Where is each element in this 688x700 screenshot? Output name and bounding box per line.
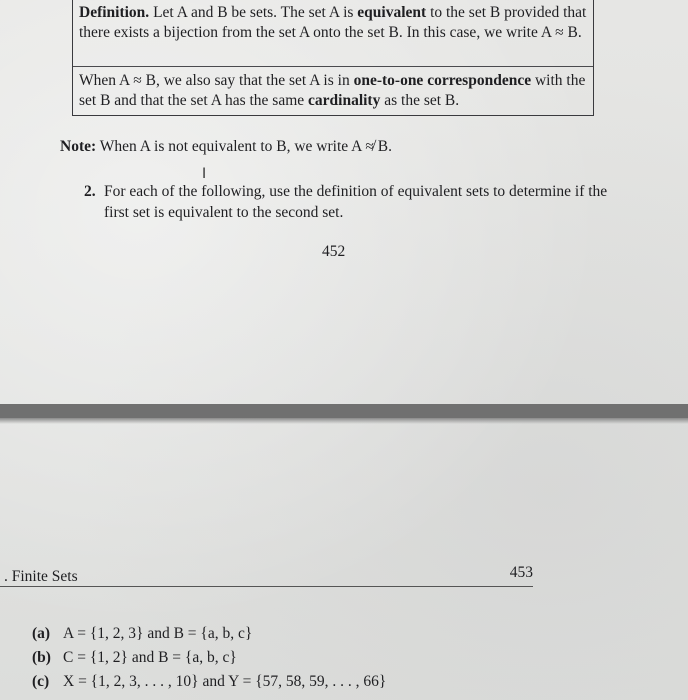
correspondence-paragraph [79,71,587,111]
note-label: Note: [60,138,97,155]
item-text: C = {1, 2} and B = {a, b, c} [63,649,237,666]
problem-text: For each of the following, use the definition of equivalent sets to determine if the first set is equivalent to the second set. [104,183,608,221]
definition-divider [73,66,593,67]
definition-box [72,0,594,116]
definition-text-3: When A ≈ B, we also say that the set A is in [79,72,350,89]
page-number-453: 453 [509,564,533,581]
term-equivalent: equivalent [357,4,427,21]
item-text: A = {1, 2, 3} and B = {a, b, c} [63,625,253,642]
term-cardinality: cardinality [308,92,381,109]
definition-text-5: as the set B. [384,92,460,109]
definition-text-4: with the set B and that the set A has the same [79,72,586,109]
term-one-to-one-correspondence: one-to-one correspondence [353,72,532,89]
problem-items [32,622,386,694]
definition-text-1: Let A and B be sets. The set A is [153,4,354,21]
page-number-452: 452 [322,243,346,260]
chapter-title: . Finite Sets [4,568,78,585]
item-label: (b) [32,649,51,666]
definition-text-2: to the set B provided that there exists a bijection from the set A onto the set B. In this case, we write A ≈ B. [79,4,587,41]
item-text: X = {1, 2, 3, . . . , 10} and Y = {57, 58, 59, . . . , 66} [63,673,387,690]
page-break-edge [0,404,688,418]
list-item [32,646,386,670]
running-head [0,564,533,587]
text-cursor-icon: Ι [202,166,207,182]
note [60,138,392,156]
definition-label: Definition. [79,4,150,21]
list-item [32,622,386,646]
problem-2 [84,181,624,223]
page-break-shadow [0,418,688,424]
list-item [32,670,386,694]
problem-number: 2. [84,183,96,200]
note-text: When A is not equivalent to B, we write A ≉ B. [99,138,392,155]
definition-paragraph [79,3,587,43]
item-label: (a) [32,625,51,642]
item-label: (c) [32,673,50,690]
